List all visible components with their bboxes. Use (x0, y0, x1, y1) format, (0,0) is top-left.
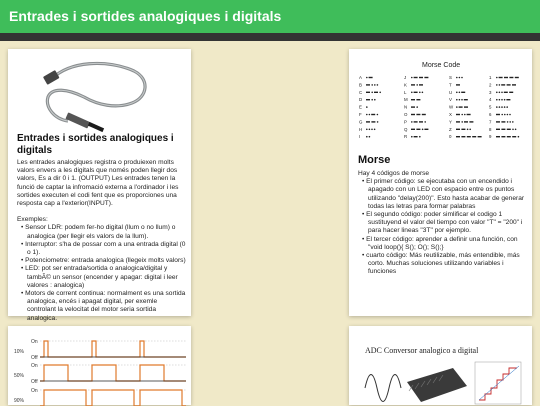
svg-text:H: H (359, 126, 363, 132)
bullet-item: • cuarto código: Más reutilizable, más entendible, más corto. Muchas soluciones utilizando variables i funciones (362, 252, 520, 276)
morse-code-table-image (349, 57, 532, 145)
pwm-label-50: 50% (14, 373, 25, 379)
svg-text:G: G (359, 119, 363, 125)
card-title: Entrades i sortides analogiques i digitals (17, 133, 174, 156)
bullet-item: • El tercer código: aprender a definir una función, con "void loop(){ S(); O(); S();} (362, 235, 518, 251)
svg-text:On: On (31, 363, 38, 369)
svg-text:4: 4 (489, 97, 492, 103)
svg-text:C: C (359, 89, 363, 95)
svg-text:N: N (404, 104, 408, 110)
card-intro: Hay 4 códigos de morse (358, 170, 430, 177)
svg-text:L: L (404, 89, 407, 95)
card-pwm[interactable] (8, 326, 191, 405)
svg-text:3: 3 (489, 89, 492, 95)
svg-text:I: I (359, 134, 361, 140)
svg-text:T: T (449, 82, 452, 88)
svg-text:Q: Q (404, 126, 408, 132)
pwm-signal-chart-image (14, 336, 189, 406)
bullet-item: • El segundo código: poder simlificar el codigo 1 sustituyend el valor del tiempo con valor "T" = "200" i para hacer lineas "3T" por ejemplo. (362, 211, 523, 235)
bullet-item: • Motors de corrent continua: normalment es una sortida analogica, encés i apagat digital, per exemle controlant la velocitat del motor seria sortida analogica. (21, 290, 186, 322)
bullet-item: • LED: pot ser entrada/sortida o analogica/digital y tambÃ© un sensor (encender y apagar: digital i leer valores : analogica) (21, 265, 178, 289)
page-header (0, 0, 540, 33)
card-entrades-sortides[interactable] (8, 49, 191, 322)
svg-text:O: O (404, 112, 408, 117)
pwm-label-10: 10% (14, 349, 25, 355)
svg-text:Z: Z (449, 126, 452, 132)
svg-text:A: A (359, 75, 362, 80)
bullet-item: • Sensor LDR: podem fer-ho digital (llum o no llum) o analogica (per llegir els valors de la llum). (21, 224, 176, 240)
bullet-item: • Interruptor: s'ha de possar com a una entrada digital (0 o 1). (21, 240, 186, 257)
pwm-label-90: 90% (14, 398, 25, 404)
card-morse[interactable] (349, 49, 532, 316)
svg-text:Y: Y (449, 119, 452, 125)
svg-text:7: 7 (489, 119, 492, 125)
svg-text:F: F (359, 112, 362, 117)
morse-chart-title: Morse Code (422, 62, 461, 69)
svg-text:B: B (359, 82, 362, 88)
svg-text:Off: Off (31, 355, 38, 361)
bullet-item: • Potenciometre: entrada analogica (llegeix molts valors) (21, 257, 186, 265)
svg-text:Off: Off (31, 379, 38, 385)
svg-text:W: W (449, 104, 454, 110)
svg-text:5: 5 (489, 104, 492, 110)
examples-label: Exemples: (17, 216, 48, 224)
svg-text:On: On (31, 388, 38, 394)
svg-text:X: X (449, 112, 452, 117)
svg-text:D: D (359, 97, 363, 103)
svg-text:P: P (404, 119, 407, 125)
svg-text:On: On (31, 339, 38, 345)
svg-text:M: M (404, 97, 408, 103)
svg-text:2: 2 (489, 82, 492, 88)
svg-text:J: J (404, 75, 407, 80)
svg-text:E: E (359, 104, 362, 110)
page-title: Entrades i sortides analogiques i digitals (9, 8, 282, 24)
card-intro: Les entrades analogiques registra o produiexen molts valors envers a les digitals que només poden llegir dos valors, Es a dir 0 i 1. (OUTPUT) Les entrades tenen la funció de captar la infromació externa a l'ordinador i les sortides executen el codi fent que es proporciones una resposta cap a l'exterior(INPUT). (17, 159, 179, 208)
svg-text:8: 8 (489, 126, 492, 132)
svg-text:1: 1 (489, 75, 492, 80)
svg-text:S: S (449, 75, 452, 80)
svg-text:0: 0 (449, 134, 452, 140)
svg-text:9: 9 (489, 134, 492, 140)
sensor-cable-image (38, 57, 158, 137)
svg-text:6: 6 (489, 112, 492, 117)
card-adc[interactable] (349, 326, 532, 405)
svg-text:K: K (404, 82, 407, 88)
svg-text:V: V (449, 97, 452, 103)
card-title: Morse (358, 154, 391, 166)
adc-conversion-image (363, 360, 523, 405)
svg-text:U: U (449, 89, 453, 95)
card-body (358, 170, 528, 277)
card-body (17, 159, 187, 323)
bullet-item: • El primer código: se ejecutaba con un encendido i apagado con un LED con espacio entre os puntos utilizando "delay(200)". Esto hasta acabar de generar todas las letras para formar palabras (362, 178, 525, 210)
adc-image-title: ADC Conversor analogico a digital (365, 346, 479, 355)
svg-text:R: R (404, 134, 408, 140)
header-divider (0, 33, 540, 41)
